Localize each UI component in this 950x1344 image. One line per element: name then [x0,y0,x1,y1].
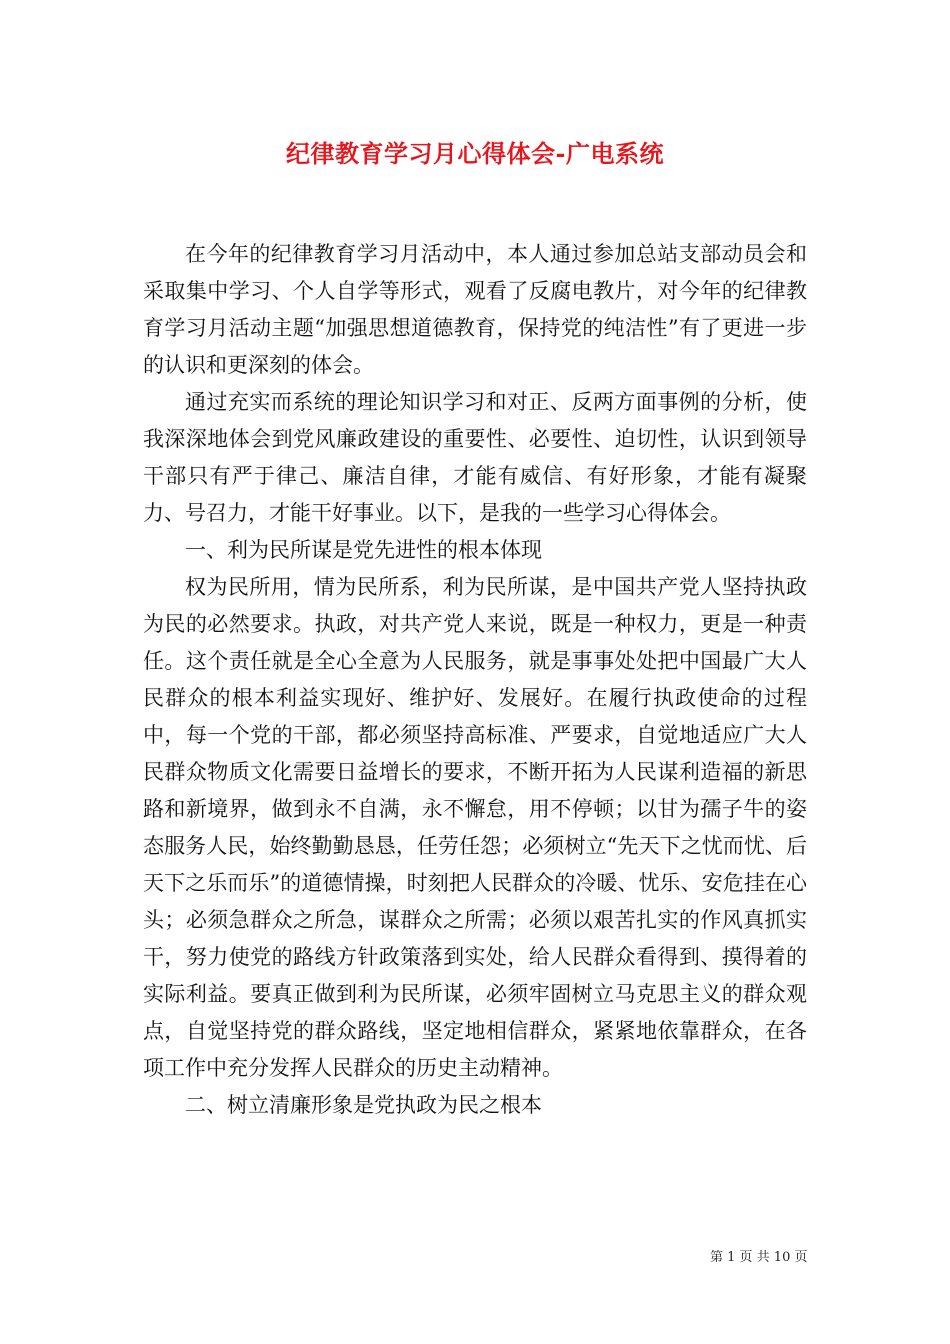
section-heading-1: 一、利为民所谋是党先进性的根本体现 [185,538,542,562]
page-title: 纪律教育学习月心得体会-广电系统 [286,139,664,168]
page-number: 第 1 页 共 10 页 [710,1250,808,1265]
paragraph-intro: 在今年的纪律教育学习月活动中，本人通过参加总站支部动员会和采取集中学习、个人自学等形式，观看了反腐电教片，对今年的纪律教育学习月活动主题“加强思想道德教育，保持党的纯洁性”有了更进一步的认识和更深刻的体会。 [143,242,807,377]
document-body [143,236,807,1124]
section-heading-2: 二、树立清廉形象是党执政为民之根本 [185,1093,542,1117]
paragraph-study: 通过充实而系统的理论知识学习和对正、反两方面事例的分析，使我深深地体会到党风廉政建设的重要性、必要性、迫切性，认识到领导干部只有严于律己、廉洁自律，才能有威信、有好形象，才能有凝聚力、号召力，才能干好事业。以下，是我的一些学习心得体会。 [143,390,807,525]
paragraph-section-1: 权为民所用，情为民所系，利为民所谋，是中国共产党人坚持执政为民的必然要求。执政，对共产党人来说，既是一种权力，更是一种责任。这个责任就是全心全意为人民服务，就是事事处处把中国最广大人民群众的根本利益实现好、维护好、发展好。在履行执政使命的过程中，每一个党的干部，都必须坚持高标准、严要求，自觉地适应广大人民群众物质文化需要日益增长的要求，不断开拓为人民谋利造福的新思路和新境界，做到永不自满，永不懈怠，用不停顿；以甘为孺子牛的姿态服务人民，始终勤勤恳恳，任劳任怨；必须树立“先天下之忧而忧、后天下之乐而乐”的道德情操，时刻把人民群众的冷暖、忧乐、安危挂在心头；必须急群众之所急，谋群众之所需；必须以艰苦扎实的作风真抓实干，努力使党的路线方针政策落到实处，给人民群众看得到、摸得着的实际利益。要真正做到利为民所谋，必须牢固树立马克思主义的群众观点，自觉坚持党的群众路线，坚定地相信群众，紧紧地依靠群众，在各项工作中充分发挥人民群众的历史主动精神。 [143,575,807,1080]
